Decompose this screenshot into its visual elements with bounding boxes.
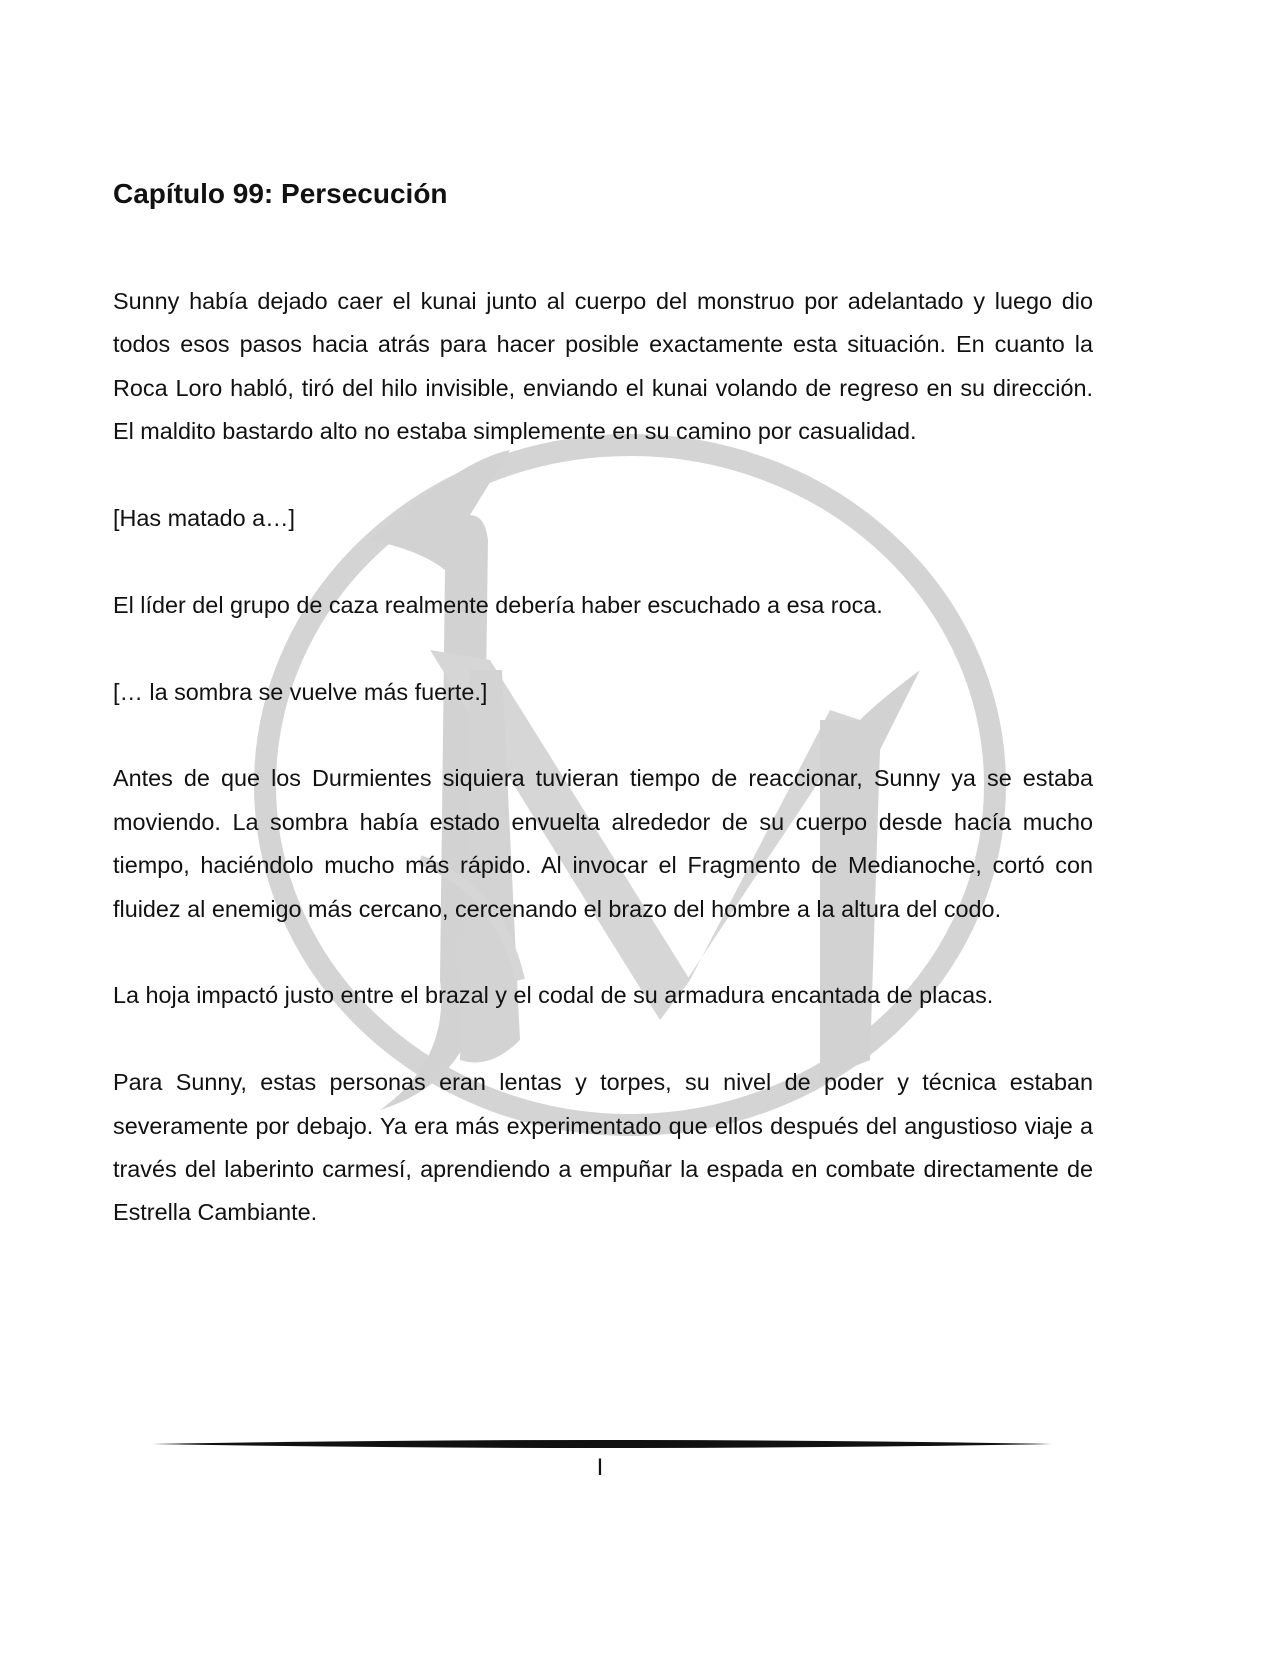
paragraph: [Has matado a…] — [113, 505, 296, 532]
paragraph: El líder del grupo de caza realmente debería haber escuchado a esa roca. — [113, 591, 883, 618]
paragraph: Sunny había dejado caer el kunai junto al cuerpo del monstruo por adelantado y luego dio todos esos pasos hacia atrás para hacer posible exactamente esta situación. En cuanto la Roca Loro habló, tiró del hilo invisible, enviando el kunai volando de regreso en su dirección. El maldito bastardo alto no estaba simplemente en su camino por casualidad. — [113, 288, 1093, 445]
paragraph: La hoja impactó justo entre el brazal y el codal de su armadura encantada de placas. — [113, 982, 994, 1009]
paragraph: Para Sunny, estas personas eran lentas y torpes, su nivel de poder y técnica estaban severamente por debajo. Ya era más experimentado que ellos después del angustioso viaje a través del laberinto carmesí, aprendiendo a empuñar la espada en combate directamente de Estrella Cambiante. — [113, 1069, 1093, 1226]
chapter-title: Capítulo 99: Persecución — [113, 178, 448, 209]
paragraph: [… la sombra se vuelve más fuerte.] — [113, 678, 488, 705]
chapter-content — [113, 174, 1093, 1278]
paragraph: Antes de que los Durmientes siquiera tuvieran tiempo de reaccionar, Sunny ya se estaba moviendo. La sombra había estado envuelta alrededor de su cuerpo desde hacía mucho tiempo, haciéndolo mucho más rápido. Al invocar el Fragmento de Medianoche, cortó con fluidez al enemigo más cercano, cercenando el brazo del hombre a la altura del codo. — [113, 765, 1093, 922]
page-number: I — [596, 1454, 604, 1481]
footer-divider — [152, 1437, 1052, 1451]
